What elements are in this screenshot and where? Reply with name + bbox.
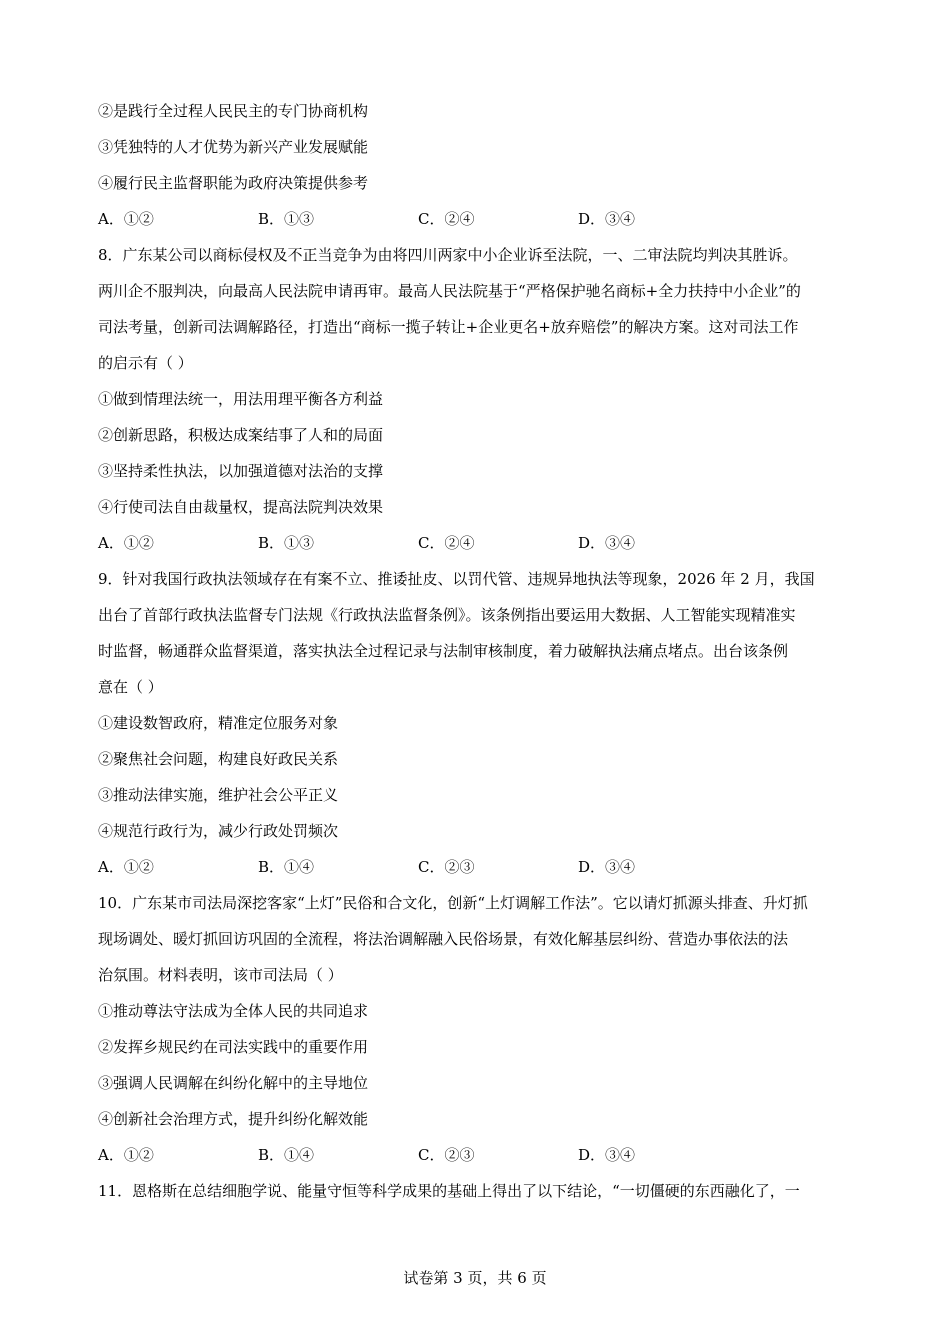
q8-statement-1: ①做到情理法统一，用法用理平衡各方利益 — [98, 390, 384, 408]
q7-statement-2: ②是践行全过程人民民主的专门协商机构 — [98, 102, 369, 120]
q9-statement-4: ④规范行政行为，减少行政处罚频次 — [98, 822, 339, 840]
q10-option-d: D．③④ — [578, 1146, 636, 1164]
q9-statement-3: ③推动法律实施，维护社会公平正义 — [98, 786, 339, 804]
q10-stem-line-2: 现场调处、暖灯抓回访巩固的全流程，将法治调解融入民俗场景，有效化解基层纠纷、营造办事依法的法 — [98, 930, 789, 948]
q7-option-b: B．①③ — [258, 210, 315, 228]
q9-option-b: B．①④ — [258, 858, 315, 876]
q8-statement-3: ③坚持柔性执法，以加强道德对法治的支撑 — [98, 462, 384, 480]
q9-stem-line-1: 9．针对我国行政执法领域存在有案不立、推诿扯皮、以罚代管、违规异地执法等现象，2026 年 2 月，我国 — [98, 570, 815, 588]
q7-statement-3: ③凭独特的人才优势为新兴产业发展赋能 — [98, 138, 369, 156]
q8-option-c: C．②④ — [418, 534, 475, 552]
q10-option-a: A．①② — [98, 1146, 154, 1164]
q9-stem-line-2: 出台了首部行政执法监督专门法规《行政执法监督条例》。该条例指出要运用大数据、人工智能实现精准实 — [98, 606, 796, 624]
q10-statement-4: ④创新社会治理方式，提升纠纷化解效能 — [98, 1110, 369, 1128]
q10-option-c: C．②③ — [418, 1146, 475, 1164]
q9-option-d: D．③④ — [578, 858, 636, 876]
q8-statement-4: ④行使司法自由裁量权，提高法院判决效果 — [98, 498, 384, 516]
q9-option-c: C．②③ — [418, 858, 475, 876]
q9-statement-2: ②聚焦社会问题，构建良好政民关系 — [98, 750, 339, 768]
q10-stem-line-3: 治氛围。材料表明，该市司法局（ ） — [98, 966, 343, 984]
q8-stem-line-1: 8．广东某公司以商标侵权及不正当竞争为由将四川两家中小企业诉至法院，一、二审法院均判决其胜诉。 — [98, 246, 798, 264]
q10-option-b: B．①④ — [258, 1146, 315, 1164]
q8-option-b: B．①③ — [258, 534, 315, 552]
q9-statement-1: ①建设数智政府，精准定位服务对象 — [98, 714, 339, 732]
q10-stem-line-1: 10．广东某市司法局深挖客家“上灯”民俗和合文化，创新“上灯调解工作法”。它以请灯抓源头排查、升灯抓 — [98, 894, 808, 912]
q10-statement-2: ②发挥乡规民约在司法实践中的重要作用 — [98, 1038, 369, 1056]
page-footer: 试卷第 3 页，共 6 页 — [403, 1269, 547, 1287]
q8-stem-line-2: 两川企不服判决，向最高人民法院申请再审。最高人民法院基于“严格保护驰名商标+全力扶持中小企业”的 — [98, 282, 801, 300]
q8-stem-line-4: 的启示有（ ） — [98, 354, 193, 372]
q10-statement-1: ①推动尊法守法成为全体人民的共同追求 — [98, 1002, 369, 1020]
q10-statement-3: ③强调人民调解在纠纷化解中的主导地位 — [98, 1074, 369, 1092]
q9-stem-line-4: 意在（ ） — [98, 678, 163, 696]
q7-option-c: C．②④ — [418, 210, 475, 228]
q8-stem-line-3: 司法考量，创新司法调解路径，打造出“商标一揽子转让+企业更名+放弃赔偿”的解决方案。这对司法工作 — [98, 318, 799, 336]
q7-option-a: A．①② — [98, 210, 154, 228]
q11-stem-line-1: 11．恩格斯在总结细胞学说、能量守恒等科学成果的基础上得出了以下结论，“一切僵硬的东西融化了，一 — [98, 1182, 800, 1200]
q8-option-d: D．③④ — [578, 534, 636, 552]
q8-option-a: A．①② — [98, 534, 154, 552]
q9-option-a: A．①② — [98, 858, 154, 876]
q9-stem-line-3: 时监督，畅通群众监督渠道，落实执法全过程记录与法制审核制度，着力破解执法痛点堵点。出台该条例 — [98, 642, 789, 660]
q7-option-d: D．③④ — [578, 210, 636, 228]
q7-statement-4: ④履行民主监督职能为政府决策提供参考 — [98, 174, 369, 192]
q8-statement-2: ②创新思路，积极达成案结事了人和的局面 — [98, 426, 384, 444]
